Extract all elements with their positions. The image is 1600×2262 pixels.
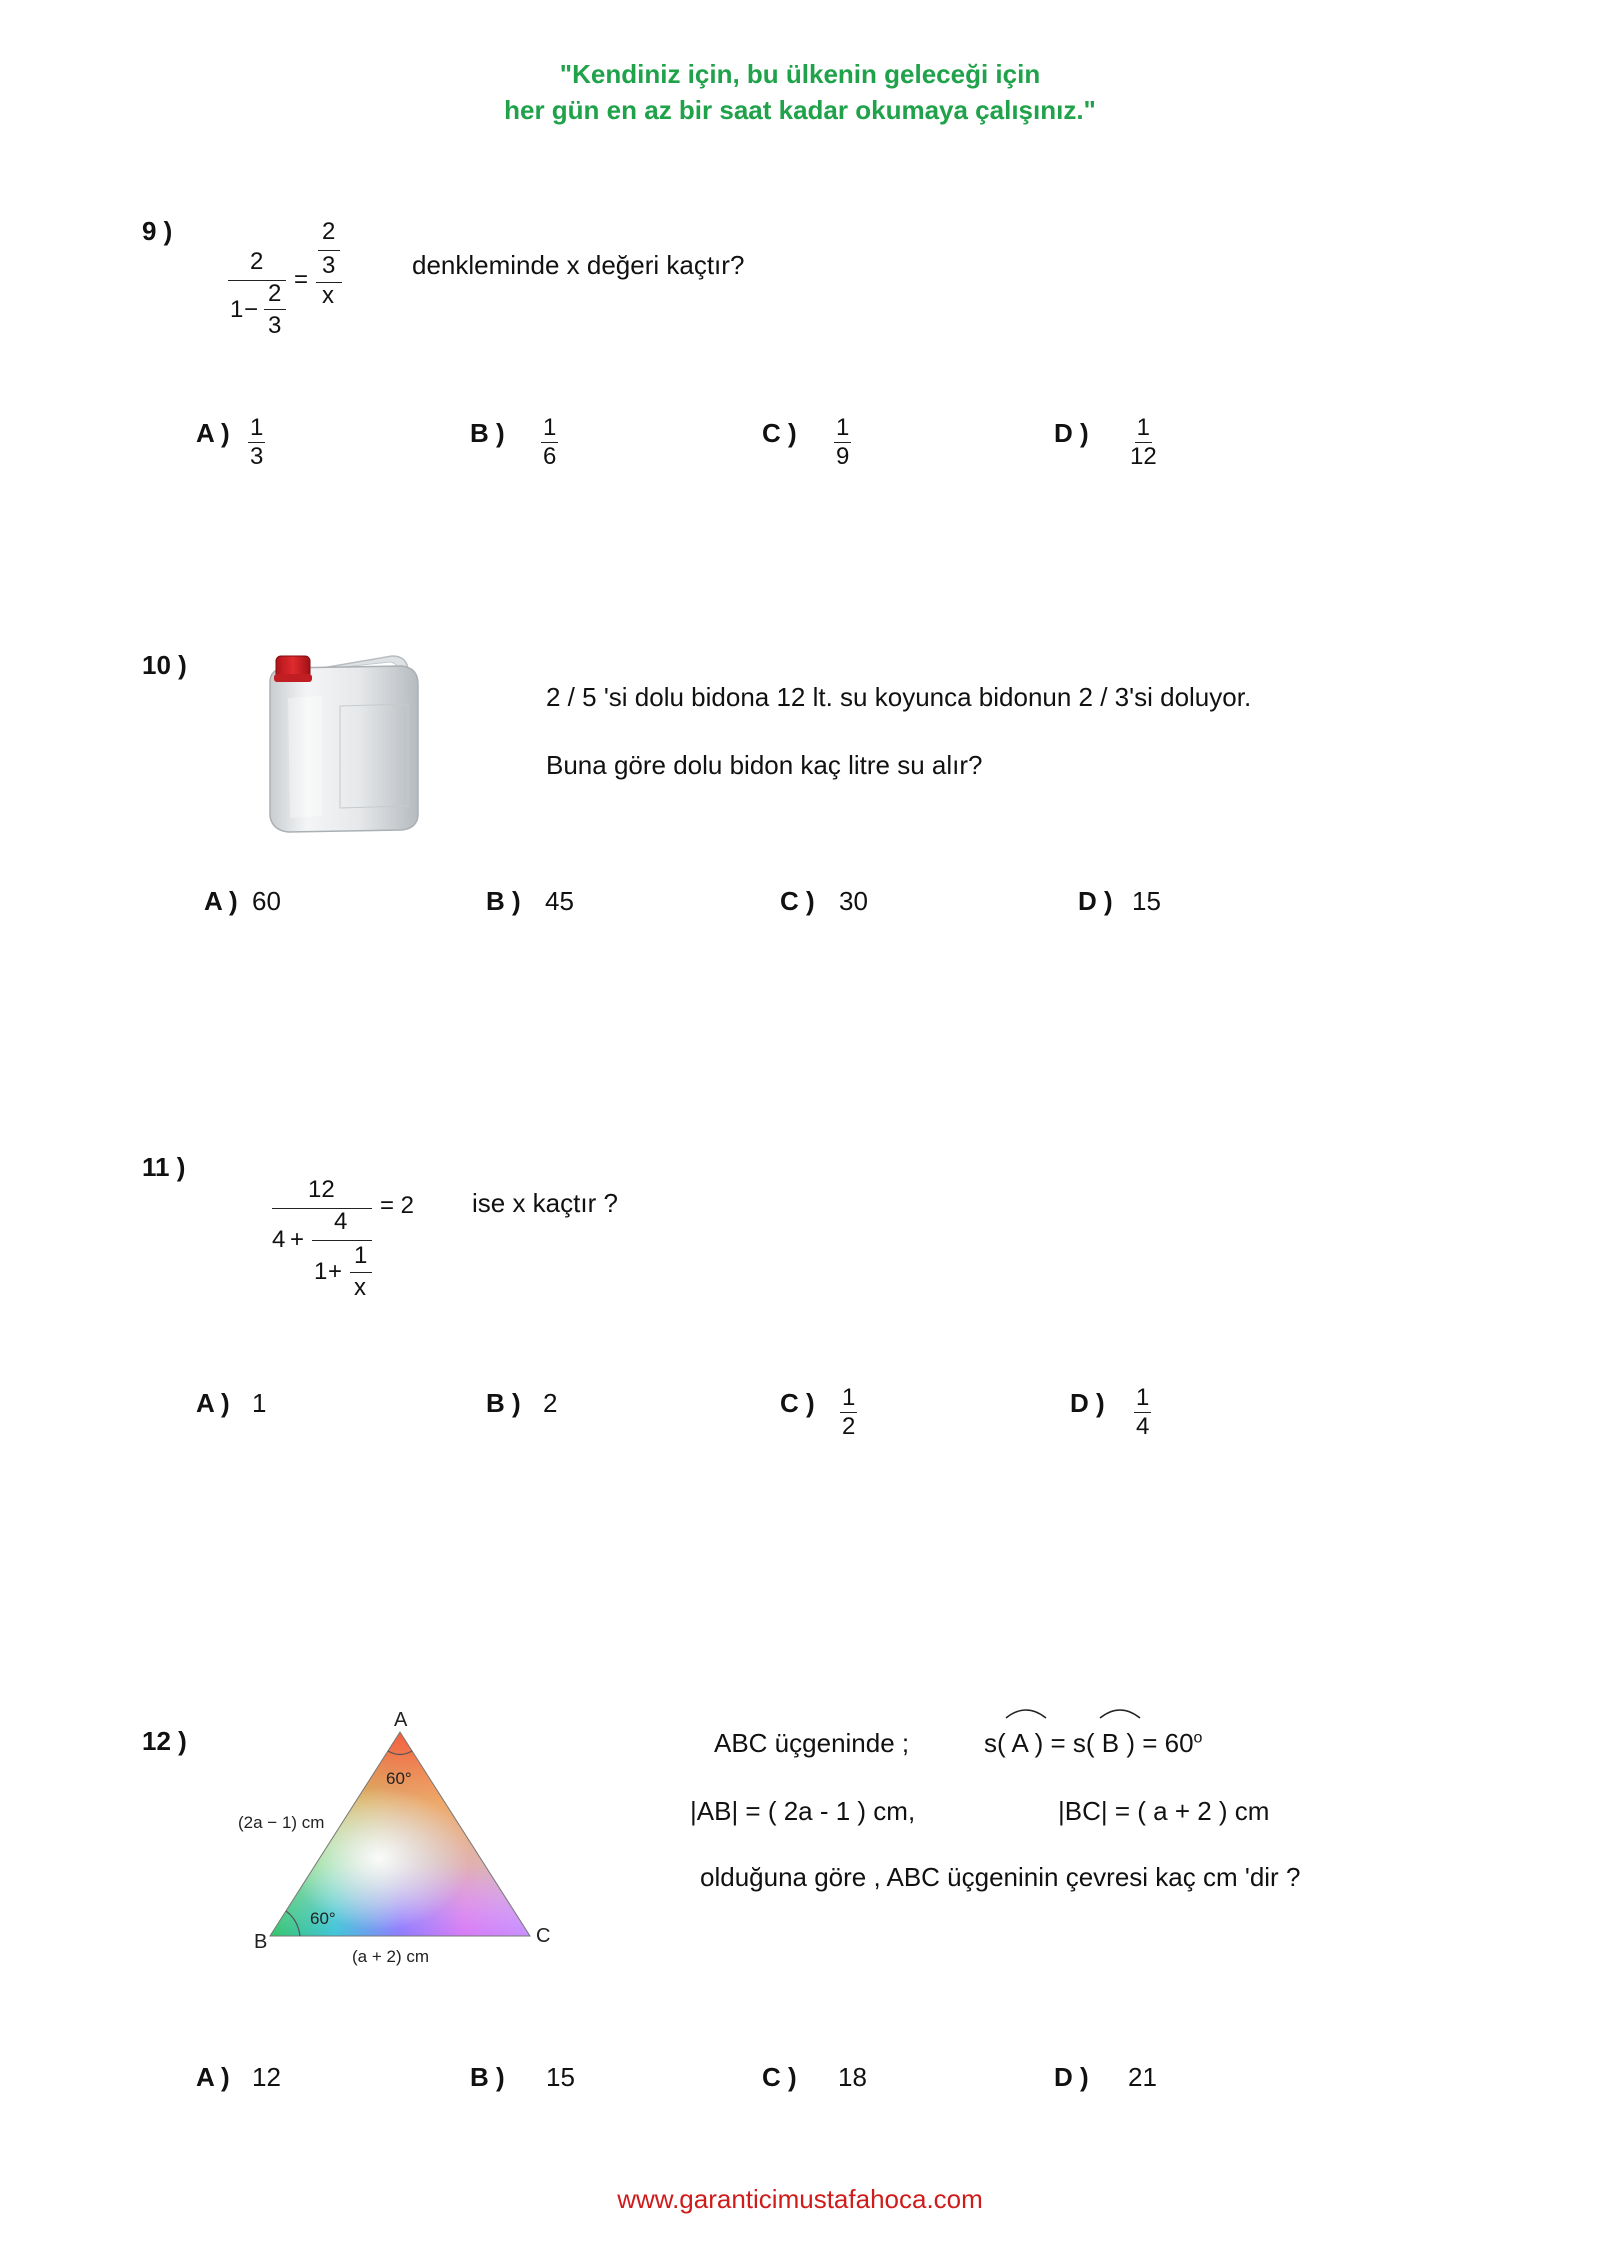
q9-option-c-fraction[interactable]	[834, 414, 851, 471]
q10-option-b-label[interactable]: B )	[486, 886, 521, 916]
q9-option-d-num: 1	[1136, 414, 1151, 441]
question-10-number: 10 )	[142, 650, 187, 680]
q9-option-b-num: 1	[543, 414, 557, 441]
q11-option-a-label[interactable]: A )	[196, 1388, 230, 1418]
q12-option-b-label[interactable]: B )	[470, 2062, 505, 2092]
q9-option-b-fraction[interactable]	[541, 414, 558, 471]
q11-option-b-label[interactable]: B )	[486, 1388, 521, 1418]
side-bc-label: (a + 2) cm	[352, 1947, 429, 1966]
angle-a-label: 60°	[386, 1769, 412, 1788]
question-12-number: 12 )	[142, 1726, 187, 1756]
q11-option-a-value[interactable]: 1	[252, 1388, 267, 1418]
eq9-den-minus: −	[244, 296, 259, 323]
angle-equality-text: s( A ) = s( B ) = 60	[984, 1728, 1194, 1758]
angle-b-hat	[1098, 1704, 1142, 1720]
vertex-a-label: A	[394, 1709, 408, 1731]
q9-option-b-label[interactable]: B )	[470, 418, 505, 448]
q11-option-c-fraction[interactable]	[840, 1384, 857, 1441]
q12-option-d-label[interactable]: D )	[1054, 2062, 1089, 2092]
eq9-right-bottom: x	[322, 282, 334, 309]
q10-option-d-value[interactable]: 15	[1132, 886, 1161, 916]
q9-option-d-den: 12	[1130, 443, 1157, 470]
question-12-line2-left: |AB| = ( 2a - 1 ) cm,	[690, 1796, 916, 1826]
q9-option-c-den: 9	[836, 443, 850, 470]
q10-option-c-value[interactable]: 30	[839, 886, 868, 916]
q11-option-c-den: 2	[842, 1413, 856, 1440]
q12-option-c-label[interactable]: C )	[762, 2062, 797, 2092]
eq9-den-one: 1	[230, 296, 244, 323]
eq9-right-top-bar	[318, 250, 340, 251]
angle-a-hat	[1004, 1704, 1048, 1720]
q11-option-c-num: 1	[842, 1384, 856, 1411]
eq11-inner-num: 4	[334, 1208, 348, 1235]
eq9-right-top-den: 3	[322, 252, 336, 279]
eq11-deep-num: 1	[354, 1242, 368, 1269]
eq9-den-frac-den: 3	[268, 312, 282, 339]
triangle-figure	[230, 1700, 570, 1970]
vertex-b-label: B	[254, 1931, 268, 1953]
eq11-plus: +	[290, 1226, 305, 1253]
q9-option-b-den: 6	[543, 443, 557, 470]
q9-option-a-label[interactable]: A )	[196, 418, 230, 448]
q12-option-a-label[interactable]: A )	[196, 2062, 230, 2092]
q9-option-d-label[interactable]: D )	[1054, 418, 1089, 448]
q11-option-d-fraction[interactable]	[1134, 1384, 1151, 1441]
angle-b-label: 60°	[310, 1909, 336, 1928]
q10-option-a-label[interactable]: A )	[204, 886, 238, 916]
q12-option-c-value[interactable]: 18	[838, 2062, 867, 2092]
q9-option-a-num: 1	[250, 414, 264, 441]
q11-option-d-den: 4	[1136, 1413, 1150, 1440]
q10-option-a-value[interactable]: 60	[252, 886, 281, 916]
eq9-left-num: 2	[250, 248, 264, 275]
q12-option-b-value[interactable]: 15	[546, 2062, 575, 2092]
q10-option-c-label[interactable]: C )	[780, 886, 815, 916]
q9-option-d-fraction[interactable]	[1128, 414, 1159, 471]
jerrycan-icon	[262, 646, 422, 834]
eq9-right-top-num: 2	[322, 218, 336, 245]
question-10-text-2: Buna göre dolu bidon kaç litre su alır?	[546, 750, 983, 780]
eq11-deep-den: x	[354, 1274, 366, 1301]
question-12-line2-right: |BC| = ( a + 2 ) cm	[1058, 1796, 1270, 1826]
motto-line-1: "Kendiniz için, bu ülkenin geleceği için	[559, 59, 1041, 89]
q9-option-a-den: 3	[250, 443, 264, 470]
q12-option-a-value[interactable]: 12	[252, 2062, 281, 2092]
question-10-text-1: 2 / 5 'si dolu bidona 12 lt. su koyunca bidonun 2 / 3'si doluyor.	[546, 682, 1252, 712]
q9-option-a-fraction[interactable]	[248, 414, 265, 471]
eq11-main-bar	[272, 1208, 372, 1209]
vertex-c-label: C	[536, 1925, 551, 1947]
question-12-line1-left: ABC üçgeninde ;	[714, 1728, 910, 1758]
footer-url[interactable]: www.garanticimustafahoca.com	[617, 2184, 983, 2214]
q9-option-c-num: 1	[836, 414, 850, 441]
eq11-four: 4	[272, 1226, 286, 1253]
q10-option-d-label[interactable]: D )	[1078, 886, 1113, 916]
question-12-angle-equality	[984, 1728, 1202, 1759]
question-9-text: denkleminde x değeri kaçtır?	[412, 250, 745, 280]
question-12-line3: olduğuna göre , ABC üçgeninin çevresi kaç cm 'dir ?	[700, 1862, 1301, 1892]
question-9-number: 9 )	[142, 216, 173, 246]
q12-option-d-value[interactable]: 21	[1128, 2062, 1157, 2092]
eq9-equals: =	[294, 266, 309, 293]
eq9-den-frac-num: 2	[268, 280, 282, 307]
eq11-deep-bar	[350, 1272, 372, 1273]
q10-option-b-value[interactable]: 45	[545, 886, 574, 916]
q11-option-c-label[interactable]: C )	[780, 1388, 815, 1418]
degree-sup: o	[1193, 1729, 1203, 1747]
q9-option-c-label[interactable]: C )	[762, 418, 797, 448]
side-ab-label: (2a − 1) cm	[238, 1813, 325, 1832]
eq11-top: 12	[308, 1176, 335, 1203]
eq9-den-frac-bar	[264, 309, 286, 310]
eq11-one: 1	[314, 1258, 328, 1285]
question-11-number: 11 )	[142, 1152, 186, 1182]
motto-line-2: her gün en az bir saat kadar okumaya çalışınız."	[504, 95, 1096, 125]
q11-option-b-value[interactable]: 2	[543, 1388, 558, 1418]
q11-option-d-num: 1	[1136, 1384, 1150, 1411]
eq11-equals-two: = 2	[380, 1192, 415, 1219]
q11-option-d-label[interactable]: D )	[1070, 1388, 1105, 1418]
eq11-inner-bar	[312, 1240, 372, 1241]
eq11-plus2: +	[328, 1258, 343, 1285]
question-11-text: ise x kaçtır ?	[472, 1188, 618, 1218]
